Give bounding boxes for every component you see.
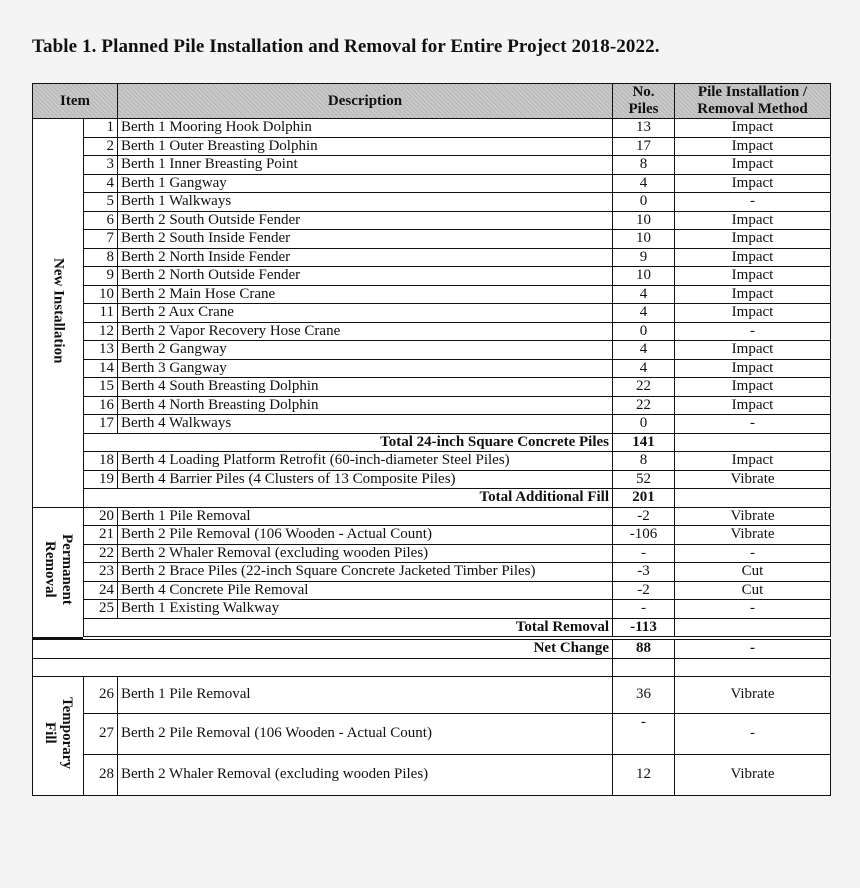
item-number: 2 bbox=[84, 137, 118, 156]
item-description: Berth 2 Brace Piles (22-inch Square Concrete Jacketed Timber Piles) bbox=[118, 563, 613, 582]
item-piles: 10 bbox=[613, 211, 675, 230]
item-method: - bbox=[675, 415, 831, 434]
item-piles: 4 bbox=[613, 174, 675, 193]
table-row bbox=[33, 341, 831, 360]
item-method: Impact bbox=[675, 248, 831, 267]
item-method: - bbox=[675, 600, 831, 619]
item-method: Impact bbox=[675, 285, 831, 304]
header-description: Description bbox=[118, 84, 613, 119]
group-new-installation-label-line: New Installation bbox=[50, 257, 67, 363]
total-additional-value: 201 bbox=[613, 489, 675, 508]
table-row bbox=[33, 119, 831, 138]
item-description: Berth 1 Gangway bbox=[118, 174, 613, 193]
spacer-cell bbox=[613, 658, 675, 676]
group-temporary-fill-label-line: Fill bbox=[42, 722, 58, 744]
item-number: 11 bbox=[84, 304, 118, 323]
item-number: 25 bbox=[84, 600, 118, 619]
table-row bbox=[33, 526, 831, 545]
item-description: Berth 4 Loading Platform Retrofit (60-inch-diameter Steel Piles) bbox=[118, 452, 613, 471]
table-row bbox=[33, 396, 831, 415]
item-description: Berth 2 Gangway bbox=[118, 341, 613, 360]
total-removal-value: -113 bbox=[613, 618, 675, 638]
item-description: Berth 2 Aux Crane bbox=[118, 304, 613, 323]
group-temporary-fill-label-line: Temporary bbox=[59, 697, 75, 769]
header-item: Item bbox=[33, 84, 118, 119]
table-row bbox=[33, 452, 831, 471]
item-piles: 22 bbox=[613, 378, 675, 397]
item-description: Berth 2 South Outside Fender bbox=[118, 211, 613, 230]
item-description: Berth 2 South Inside Fender bbox=[118, 230, 613, 249]
item-piles: - bbox=[613, 544, 675, 563]
item-description: Berth 4 Barrier Piles (4 Clusters of 13 Composite Piles) bbox=[118, 470, 613, 489]
item-method: Impact bbox=[675, 359, 831, 378]
item-piles: 0 bbox=[613, 193, 675, 212]
group-temporary-fill-label bbox=[41, 697, 75, 769]
item-description: Berth 1 Outer Breasting Dolphin bbox=[118, 137, 613, 156]
table-row bbox=[33, 507, 831, 526]
table-row bbox=[33, 581, 831, 600]
table-row bbox=[33, 137, 831, 156]
group-temporary-fill bbox=[33, 676, 84, 795]
item-description: Berth 1 Pile Removal bbox=[118, 507, 613, 526]
item-method: Impact bbox=[675, 378, 831, 397]
item-method: Impact bbox=[675, 119, 831, 138]
item-number: 15 bbox=[84, 378, 118, 397]
total-24inch-value: 141 bbox=[613, 433, 675, 452]
item-piles: 0 bbox=[613, 322, 675, 341]
header-piles-line1: No. bbox=[632, 84, 655, 100]
item-method: Vibrate bbox=[675, 470, 831, 489]
item-piles: 52 bbox=[613, 470, 675, 489]
item-piles: 0 bbox=[613, 415, 675, 434]
item-method: Impact bbox=[675, 156, 831, 175]
item-piles: 8 bbox=[613, 156, 675, 175]
item-method: Impact bbox=[675, 452, 831, 471]
item-piles: -106 bbox=[613, 526, 675, 545]
table-row bbox=[33, 248, 831, 267]
item-method: Impact bbox=[675, 174, 831, 193]
item-piles: 22 bbox=[613, 396, 675, 415]
item-number: 10 bbox=[84, 285, 118, 304]
total-additional-row bbox=[33, 489, 831, 508]
item-description: Berth 1 Walkways bbox=[118, 193, 613, 212]
item-method: Cut bbox=[675, 563, 831, 582]
item-number: 23 bbox=[84, 563, 118, 582]
item-piles: 12 bbox=[613, 754, 675, 795]
item-number: 4 bbox=[84, 174, 118, 193]
item-method: Cut bbox=[675, 581, 831, 600]
table-row bbox=[33, 285, 831, 304]
item-number: 18 bbox=[84, 452, 118, 471]
header-method-line2: Removal Method bbox=[697, 101, 808, 117]
item-description: Berth 1 Mooring Hook Dolphin bbox=[118, 119, 613, 138]
item-piles: - bbox=[613, 713, 675, 754]
item-description: Berth 3 Gangway bbox=[118, 359, 613, 378]
item-piles: -3 bbox=[613, 563, 675, 582]
table-row bbox=[33, 156, 831, 175]
item-method: - bbox=[675, 544, 831, 563]
item-piles: 4 bbox=[613, 359, 675, 378]
total-removal-label: Total Removal bbox=[84, 618, 613, 638]
table-row bbox=[33, 600, 831, 619]
item-number: 3 bbox=[84, 156, 118, 175]
item-piles: 4 bbox=[613, 341, 675, 360]
item-number: 12 bbox=[84, 322, 118, 341]
item-piles: 10 bbox=[613, 230, 675, 249]
item-description: Berth 1 Pile Removal bbox=[118, 676, 613, 713]
item-method: Impact bbox=[675, 341, 831, 360]
item-number: 13 bbox=[84, 341, 118, 360]
table-row bbox=[33, 230, 831, 249]
total-24inch-label: Total 24-inch Square Concrete Piles bbox=[84, 433, 613, 452]
table-row bbox=[33, 415, 831, 434]
item-piles: 4 bbox=[613, 285, 675, 304]
item-number: 6 bbox=[84, 211, 118, 230]
item-piles: 13 bbox=[613, 119, 675, 138]
header-method bbox=[675, 84, 831, 119]
total-removal-method bbox=[675, 618, 831, 638]
header-row bbox=[33, 84, 831, 119]
net-change-value: 88 bbox=[613, 638, 675, 658]
item-description: Berth 2 Whaler Removal (excluding wooden Piles) bbox=[118, 754, 613, 795]
header-piles bbox=[613, 84, 675, 119]
item-piles: - bbox=[613, 600, 675, 619]
item-description: Berth 2 Vapor Recovery Hose Crane bbox=[118, 322, 613, 341]
item-description: Berth 2 Pile Removal (106 Wooden - Actual Count) bbox=[118, 713, 613, 754]
item-number: 21 bbox=[84, 526, 118, 545]
item-piles: -2 bbox=[613, 507, 675, 526]
table-row bbox=[33, 359, 831, 378]
item-method: Impact bbox=[675, 267, 831, 286]
item-method: - bbox=[675, 193, 831, 212]
item-piles: 9 bbox=[613, 248, 675, 267]
item-piles: 8 bbox=[613, 452, 675, 471]
item-piles: 36 bbox=[613, 676, 675, 713]
table-row bbox=[33, 322, 831, 341]
net-change-method: - bbox=[675, 638, 831, 658]
table-row bbox=[33, 754, 831, 795]
item-number: 7 bbox=[84, 230, 118, 249]
item-description: Berth 4 South Breasting Dolphin bbox=[118, 378, 613, 397]
item-method: Impact bbox=[675, 396, 831, 415]
item-piles: 4 bbox=[613, 304, 675, 323]
table-row bbox=[33, 676, 831, 713]
spacer-cell bbox=[675, 658, 831, 676]
item-description: Berth 2 North Outside Fender bbox=[118, 267, 613, 286]
group-new-installation-label bbox=[50, 258, 67, 363]
item-number: 27 bbox=[84, 713, 118, 754]
total-additional-method bbox=[675, 489, 831, 508]
total-24inch-row bbox=[33, 433, 831, 452]
item-piles: 17 bbox=[613, 137, 675, 156]
item-number: 24 bbox=[84, 581, 118, 600]
table-row bbox=[33, 267, 831, 286]
table-row bbox=[33, 174, 831, 193]
item-method: Impact bbox=[675, 304, 831, 323]
item-method: - bbox=[675, 713, 831, 754]
item-number: 22 bbox=[84, 544, 118, 563]
item-description: Berth 1 Existing Walkway bbox=[118, 600, 613, 619]
item-piles: -2 bbox=[613, 581, 675, 600]
item-method: Impact bbox=[675, 211, 831, 230]
table-row bbox=[33, 304, 831, 323]
item-number: 8 bbox=[84, 248, 118, 267]
item-number: 16 bbox=[84, 396, 118, 415]
table-row bbox=[33, 193, 831, 212]
group-permanent-removal-label-line: Permanent bbox=[59, 534, 75, 605]
item-number: 5 bbox=[84, 193, 118, 212]
table-row bbox=[33, 470, 831, 489]
header-piles-line2: Piles bbox=[628, 101, 659, 117]
table-row bbox=[33, 544, 831, 563]
item-number: 26 bbox=[84, 676, 118, 713]
item-description: Berth 4 North Breasting Dolphin bbox=[118, 396, 613, 415]
item-number: 20 bbox=[84, 507, 118, 526]
item-description: Berth 4 Concrete Pile Removal bbox=[118, 581, 613, 600]
item-method: - bbox=[675, 322, 831, 341]
total-24inch-method bbox=[675, 433, 831, 452]
item-number: 1 bbox=[84, 119, 118, 138]
item-number: 14 bbox=[84, 359, 118, 378]
spacer-row bbox=[33, 658, 831, 676]
item-piles: 10 bbox=[613, 267, 675, 286]
header-method-line1: Pile Installation / bbox=[697, 84, 808, 100]
table-row bbox=[33, 378, 831, 397]
spacer-cell bbox=[33, 658, 613, 676]
item-number: 17 bbox=[84, 415, 118, 434]
item-number: 9 bbox=[84, 267, 118, 286]
table-row bbox=[33, 713, 831, 754]
item-number: 19 bbox=[84, 470, 118, 489]
table-row bbox=[33, 563, 831, 582]
item-method: Vibrate bbox=[675, 754, 831, 795]
table-title: Table 1. Planned Pile Installation and Removal for Entire Project 2018-2022. bbox=[32, 36, 660, 57]
total-additional-label: Total Additional Fill bbox=[84, 489, 613, 508]
total-removal-row bbox=[33, 618, 831, 638]
net-change-row bbox=[33, 638, 831, 658]
group-new-installation bbox=[33, 119, 84, 508]
item-description: Berth 2 Pile Removal (106 Wooden - Actual Count) bbox=[118, 526, 613, 545]
group-permanent-removal-label-line: Removal bbox=[42, 541, 58, 598]
item-description: Berth 1 Inner Breasting Point bbox=[118, 156, 613, 175]
item-number: 28 bbox=[84, 754, 118, 795]
group-permanent-removal bbox=[33, 507, 84, 638]
net-change-label: Net Change bbox=[33, 638, 613, 658]
table-row bbox=[33, 211, 831, 230]
item-description: Berth 2 North Inside Fender bbox=[118, 248, 613, 267]
group-permanent-removal-label bbox=[41, 534, 75, 605]
item-method: Impact bbox=[675, 230, 831, 249]
pile-table bbox=[32, 83, 831, 796]
item-description: Berth 4 Walkways bbox=[118, 415, 613, 434]
item-method: Vibrate bbox=[675, 526, 831, 545]
item-description: Berth 2 Main Hose Crane bbox=[118, 285, 613, 304]
item-method: Impact bbox=[675, 137, 831, 156]
item-method: Vibrate bbox=[675, 507, 831, 526]
item-method: Vibrate bbox=[675, 676, 831, 713]
item-description: Berth 2 Whaler Removal (excluding wooden Piles) bbox=[118, 544, 613, 563]
